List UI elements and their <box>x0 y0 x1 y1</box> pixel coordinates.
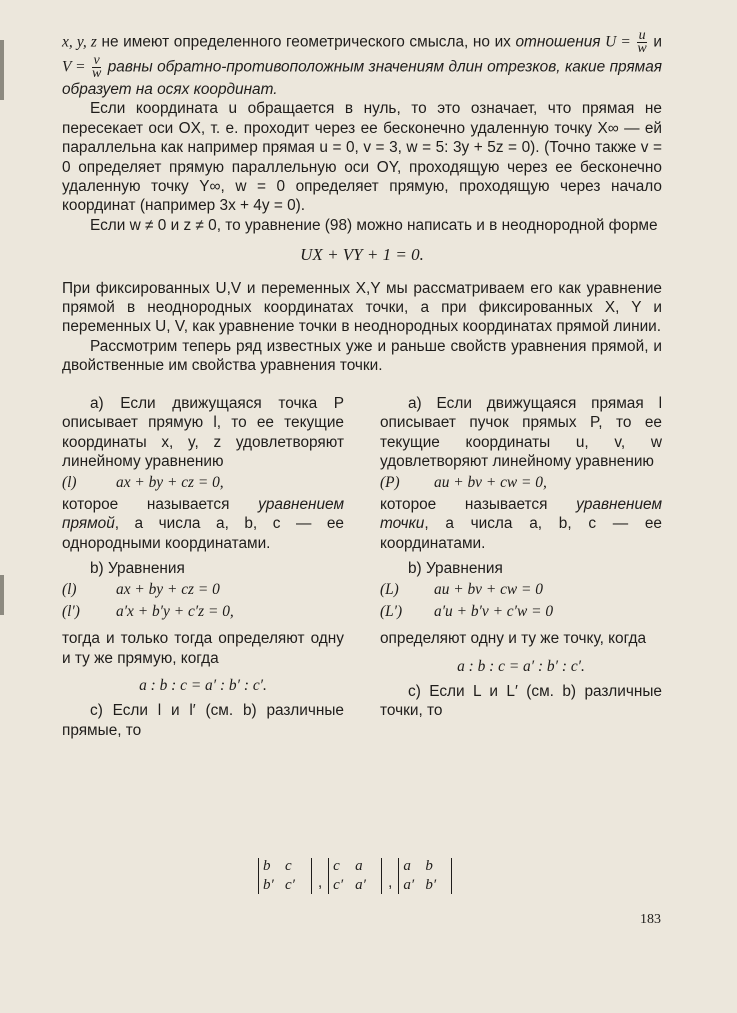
fraction-den: w <box>91 66 102 81</box>
equation-text: au + bv + cw = 0, <box>434 474 547 492</box>
det-entry: a′ <box>355 877 366 893</box>
equation-text: ax + by + cz = 0 <box>116 581 220 599</box>
left-b-heading: b) Уравнения <box>90 559 185 577</box>
equation-text: a′u + b′v + c′w = 0 <box>434 602 554 620</box>
text-span: и <box>653 33 662 51</box>
fraction-num: v <box>93 53 100 68</box>
left-b-equation-2 <box>62 602 344 621</box>
left-b-equation-1 <box>62 580 344 599</box>
right-b-equation-2 <box>380 602 662 621</box>
text-span: не имеют определенного геометрического смысла, но их <box>96 33 516 51</box>
text-span: которое называется <box>62 495 259 513</box>
right-column <box>380 394 662 741</box>
right-c-text: c) Если L и L′ (см. b) различные точки, то <box>380 682 662 720</box>
text-span-italic: отношения <box>515 33 606 51</box>
left-column <box>62 394 344 741</box>
fraction-v-w <box>92 55 101 80</box>
right-b-heading: b) Уравнения <box>408 559 503 577</box>
separator-comma: , <box>388 873 393 891</box>
determinant-ca <box>328 858 382 894</box>
det-entry: b <box>263 858 271 874</box>
equation-tag: (L) <box>380 581 399 599</box>
paragraph-5: Рассмотрим теперь ряд известных уже и раньше свойств уравнения прямой, и двойственные им свойства уравнения точки. <box>62 337 662 375</box>
equation-tag: (l) <box>62 581 77 599</box>
left-b-text: тогда и только тогда определяют одну и ту же прямую, когда <box>62 630 344 667</box>
margin-mark-top <box>0 40 4 100</box>
fraction-u-w <box>637 30 646 55</box>
paragraph-4: При фиксированных U,V и переменных X,Y мы рассматриваем его как уравнение прямой в неоднородных координатах точки, а при фиксированных X, Y и переменных U, V, как уравнение точки в неоднородных координатах прямой линии. <box>62 279 662 336</box>
det-entry: c <box>285 858 292 874</box>
det-entry: a′ <box>403 877 415 893</box>
right-b-equation-1 <box>380 580 662 599</box>
right-b-ratio: a : b : c = a′ : b′ : c′. <box>457 657 585 675</box>
text-span: , а числа a, b, c — ее координатами. <box>380 515 662 552</box>
page-number: 183 <box>640 912 661 927</box>
det-entry: a <box>403 858 411 874</box>
fraction-den: w <box>637 41 647 56</box>
left-b-ratio: a : b : c = a′ : b′ : c′. <box>139 676 267 694</box>
right-a-equation <box>380 473 662 492</box>
equation-tag: (l) <box>62 474 77 492</box>
det-entry: b′ <box>263 877 274 893</box>
margin-mark-bottom <box>0 575 4 615</box>
left-a-text2 <box>62 495 344 553</box>
determinant-ab <box>398 858 452 894</box>
equation-inhomogeneous: UX + VY + 1 = 0. <box>300 245 424 265</box>
right-a-text2 <box>380 495 662 553</box>
text-span-italic: уравнением прямой <box>62 495 344 533</box>
separator-comma: , <box>318 873 323 891</box>
equation-tag: (l′) <box>62 602 80 620</box>
right-b-text: определяют одну и ту же точку, когда <box>380 630 647 648</box>
formula-V: V = <box>62 58 86 76</box>
text-span-italic: уравнением точки <box>380 495 662 533</box>
formula-U: U = <box>605 33 631 51</box>
paragraph-1 <box>62 30 662 99</box>
left-c-text: c) Если l и l′ (см. b) различные прямые, то <box>62 702 344 739</box>
variables-xyz: x, y, z <box>62 33 97 51</box>
text-span-italic: равны обратно-противоположным значениям длин отрезков, какие прямая образует на осях координат. <box>62 58 663 98</box>
det-entry: a <box>355 858 363 874</box>
right-a-text: a) Если движущаяся прямая l описывает пучок прямых P, то ее текущие координаты u, v, w удовлетворяют линейному уравнению <box>380 394 662 470</box>
fraction-num: u <box>638 28 646 43</box>
det-entry: c′ <box>333 877 344 893</box>
determinants-row <box>258 858 452 894</box>
left-a-equation <box>62 473 344 492</box>
det-entry: b <box>425 858 433 874</box>
determinant-bc <box>258 858 312 894</box>
page-body <box>62 30 662 740</box>
equation-text: a′x + b′y + c′z = 0, <box>116 602 234 620</box>
equation-tag: (P) <box>380 474 400 492</box>
text-span: , а числа a, b, c — ее однородными координатами. <box>62 515 344 552</box>
paragraph-3: Если w ≠ 0 и z ≠ 0, то уравнение (98) можно написать и в неоднородной форме <box>90 216 658 234</box>
det-entry: c <box>333 858 340 874</box>
paragraph-2: Если координата u обращается в нуль, то это означает, что прямая не пересекает оси OX, т. е. проходит через ее бесконечно удаленную точку X∞ — ей параллельна как например прямая u = 0, v = 3, w = 5: 3y + 5z = 0). (Точно также v = 0 определяет прямую параллельную оси OY, проходящую через ее бесконечно удаленную точку Y∞, w = 0 определяет прямую, проходящую через начало координат (например 3x + 4y = 0). <box>62 100 662 215</box>
text-span: которое называется <box>380 495 577 513</box>
det-entry: b′ <box>425 877 437 893</box>
left-a-text: a) Если движущаяся точка P описывает прямую l, то ее текущие координаты x, y, z удовлетворяют линейному уравнению <box>62 394 344 470</box>
equation-text: ax + by + cz = 0, <box>116 474 224 492</box>
equation-tag: (L′) <box>380 602 403 620</box>
det-entry: c′ <box>285 877 295 893</box>
equation-text: au + bv + cw = 0 <box>434 581 543 599</box>
two-column-section <box>62 394 662 741</box>
